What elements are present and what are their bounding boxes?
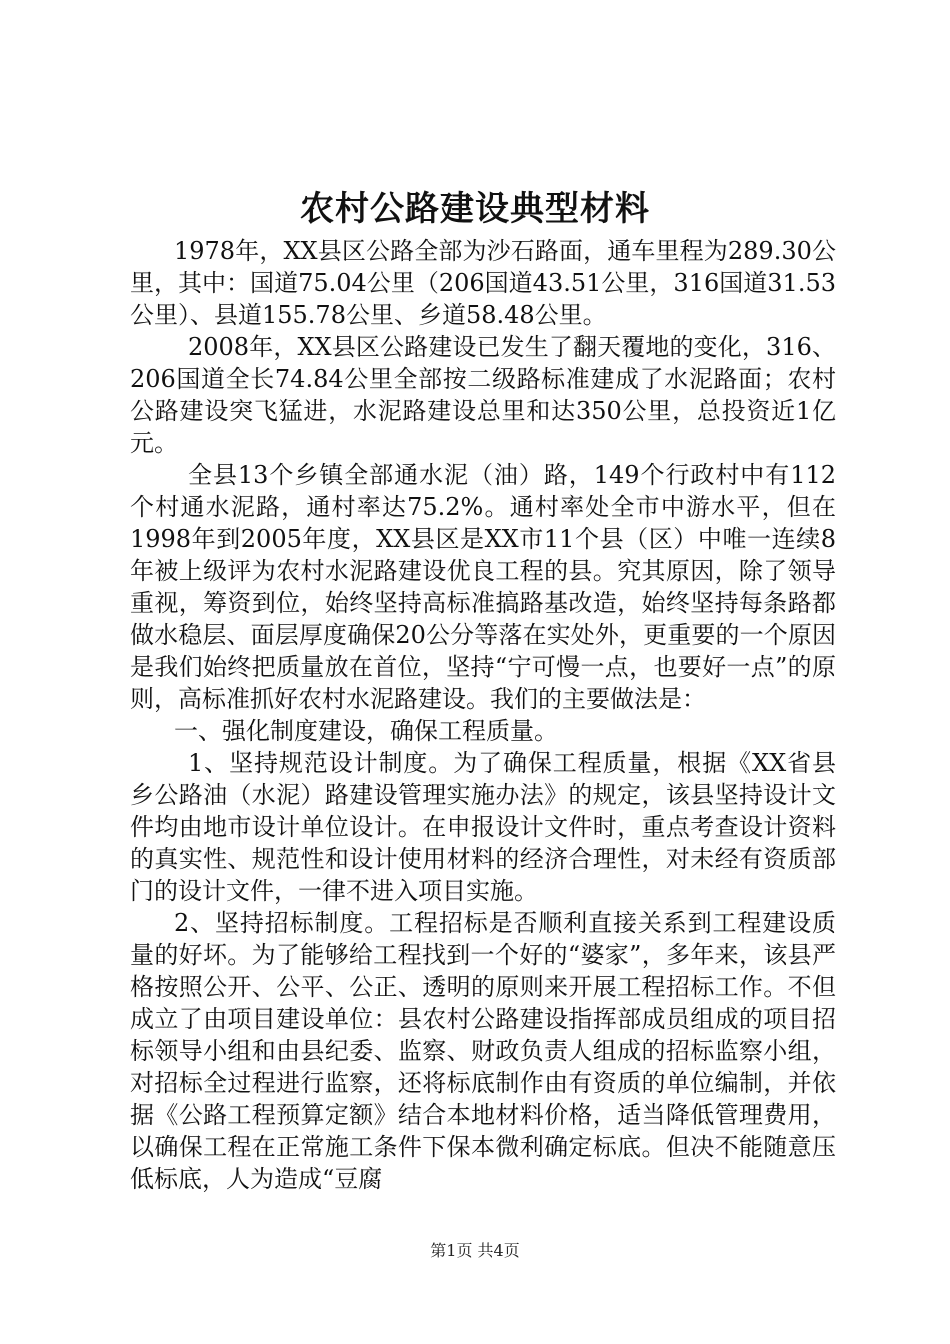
paragraph-1978-roads: 1978年，XX县区公路全部为沙石路面，通车里程为289.30公里，其中：国道75.04公里（206国道43.51公里，316国道31.53公里）、县道155.78公里、乡道58.48公里。: [130, 237, 836, 329]
paragraph-bidding-system: 2、坚持招标制度。工程招标是否顺利直接关系到工程建设质量的好坏。为了能够给工程找到一个好的“婆家”，多年来，该县严格按照公开、公平、公正、透明的原则来开展工程招标工作。不但成立了由项目建设单位：县农村公路建设指挥部成员组成的项目招标领导小组和由县纪委、监察、财政负责人组成的招标监察小组，对招标全过程进行监察，还将标底制作由有资质的单位编制，并依据《公路工程预算定额》结合本地材料价格，适当降低管理费用，以确保工程在正常施工条件下保本微利确定标底。但决不能随意压低标底，人为造成“豆腐: [130, 909, 836, 1193]
page-footer: 第1页 共4页: [430, 1241, 520, 1260]
section-heading-1: 一、强化制度建设，确保工程质量。: [174, 717, 558, 745]
paragraph-2008-roads: 2008年，XX县区公路建设已发生了翻天覆地的变化，316、206国道全长74.84公里全部按二级路标准建成了水泥路面；农村公路建设突飞猛进，水泥路建设总里和达350公里，总投资近1亿元。: [130, 333, 836, 457]
document-body: [130, 235, 836, 1195]
document-title: 农村公路建设典型材料: [300, 189, 650, 229]
paragraph-village-access: 全县13个乡镇全部通水泥（油）路，149个行政村中有112个村通水泥路，通村率达75.2%。通村率处全市中游水平，但在1998年到2005年度，XX县区是XX市11个县（区）中唯一连续8年被上级评为农村水泥路建设优良工程的县。究其原因，除了领导重视，筹资到位，始终坚持高标准搞路基改造，始终坚持每条路都做水稳层、面层厚度确保20公分等落在实处外，更重要的一个原因是我们始终把质量放在首位，坚持“宁可慢一点，也要好一点”的原则，高标准抓好农村水泥路建设。我们的主要做法是：: [130, 461, 836, 713]
paragraph-design-system: 1、坚持规范设计制度。为了确保工程质量，根据《XX省县乡公路油（水泥）路建设管理实施办法》的规定，该县坚持设计文件均由地市设计单位设计。在申报设计文件时，重点考查设计资料的真实性、规范性和设计使用材料的经济合理性，对未经有资质部门的设计文件，一律不进入项目实施。: [130, 749, 836, 905]
